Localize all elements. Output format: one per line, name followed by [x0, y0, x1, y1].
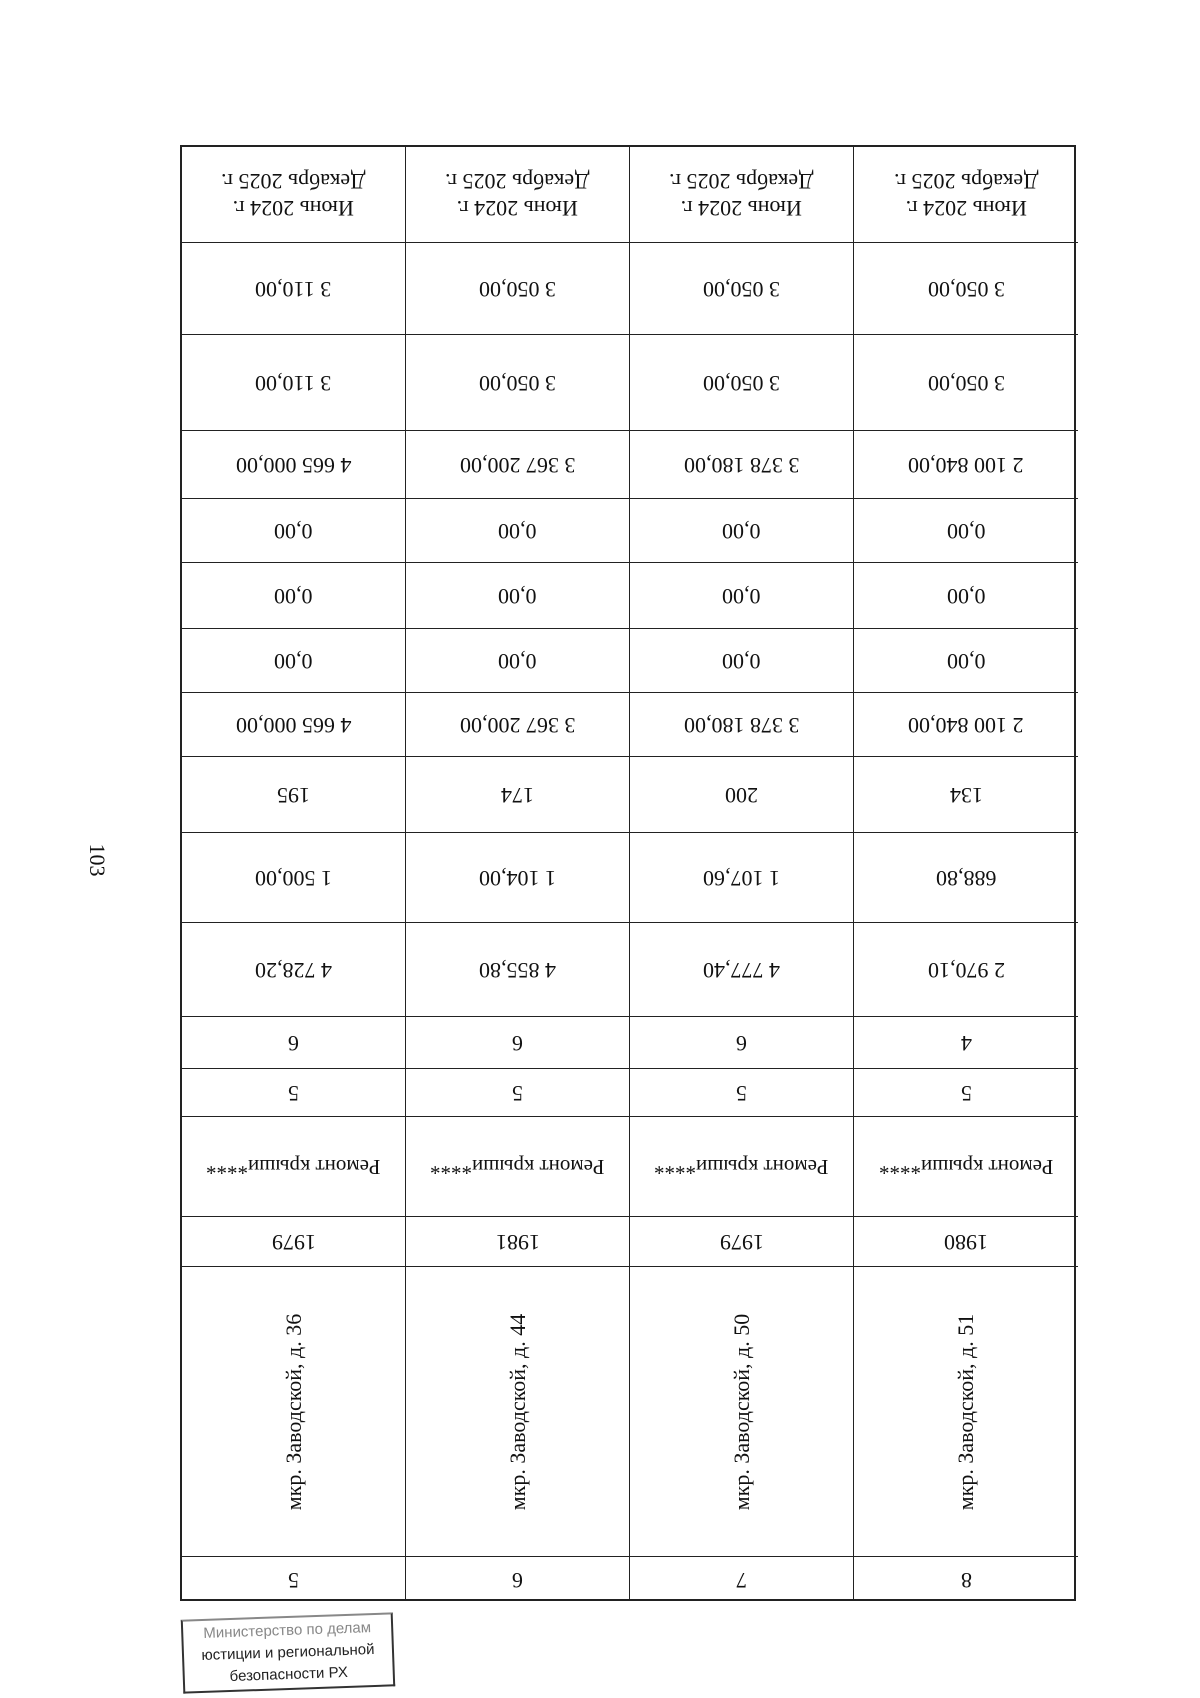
- fund-b-cell: [854, 563, 1078, 629]
- floors-cell: [854, 1017, 1078, 1069]
- work-type-cell: [630, 1117, 853, 1217]
- ministry-stamp: [181, 1612, 395, 1693]
- fund-c-text: 0,00: [498, 518, 537, 544]
- address-text: мкр. Заводской, д. 44: [504, 1313, 530, 1510]
- year-text: 1979: [271, 1229, 316, 1255]
- total-cost-text: 4 665 000,00: [235, 452, 352, 478]
- total-cost-text: 3 367 200,00: [459, 452, 576, 478]
- period-text: [445, 168, 589, 222]
- floors-text: 6: [736, 1030, 747, 1056]
- fund-total-cell: [182, 693, 405, 757]
- fund-total-cell: [406, 693, 629, 757]
- fund-b-text: 0,00: [498, 583, 537, 609]
- table-column: [406, 147, 630, 1599]
- period-cell: [854, 147, 1078, 243]
- residents-cell: [854, 757, 1078, 833]
- cost-per-sqm-a-cell: [406, 243, 629, 335]
- residents-cell: [406, 757, 629, 833]
- page-number: 103: [85, 843, 110, 877]
- work-type-text: Ремонт крыши****: [654, 1155, 829, 1179]
- total-cost-text: 3 378 180,00: [683, 452, 800, 478]
- fund-c-cell: [854, 499, 1078, 563]
- cost-per-sqm-a-text: 3 110,00: [255, 276, 332, 302]
- row-number-text: 6: [512, 1568, 523, 1593]
- total-area-text: 4 855,80: [479, 957, 556, 983]
- cost-per-sqm-a-text: 3 050,00: [479, 276, 556, 302]
- living-area-cell: [854, 833, 1078, 923]
- fund-b-cell: [406, 563, 629, 629]
- fund-b-cell: [182, 563, 405, 629]
- wall-material-cell: [630, 1069, 853, 1117]
- residents-text: 195: [277, 782, 310, 808]
- fund-b-text: 0,00: [722, 583, 761, 609]
- fund-total-text: 2 100 840,00: [908, 712, 1024, 738]
- fund-total-cell: [630, 693, 853, 757]
- fund-total-text: 3 378 180,00: [683, 712, 800, 738]
- period-text: [894, 168, 1038, 222]
- period-line: Июнь 2024 г.: [680, 195, 803, 221]
- wall-material-cell: [182, 1069, 405, 1117]
- fund-c-cell: [630, 499, 853, 563]
- cost-per-sqm-b-text: 3 050,00: [703, 370, 780, 396]
- row-number-cell: [854, 1557, 1078, 1603]
- floors-text: 6: [288, 1030, 299, 1056]
- year-text: 1980: [944, 1229, 988, 1255]
- period-cell: [406, 147, 629, 243]
- total-area-cell: [630, 923, 853, 1017]
- wall-material-cell: [854, 1069, 1078, 1117]
- row-number-cell: [182, 1557, 405, 1603]
- floors-cell: [406, 1017, 629, 1069]
- address-cell: [406, 1267, 629, 1557]
- cost-per-sqm-b-text: 3 050,00: [927, 370, 1005, 396]
- table-column: [182, 147, 406, 1599]
- work-type-cell: [406, 1117, 629, 1217]
- fund-total-text: 4 665 000,00: [235, 712, 352, 738]
- row-number-cell: [630, 1557, 853, 1603]
- floors-cell: [182, 1017, 405, 1069]
- total-cost-cell: [182, 431, 405, 499]
- year-cell: [182, 1217, 405, 1267]
- period-line: Июнь 2024 г.: [456, 195, 579, 221]
- living-area-cell: [182, 833, 405, 923]
- total-cost-cell: [630, 431, 853, 499]
- fund-c-text: 0,00: [274, 518, 313, 544]
- address-cell: [182, 1267, 405, 1557]
- floors-text: 4: [960, 1030, 972, 1056]
- period-cell: [630, 147, 853, 243]
- fund-a-text: 0,00: [498, 648, 537, 674]
- fund-total-cell: [854, 693, 1078, 757]
- cost-per-sqm-a-text: 3 050,00: [927, 276, 1005, 302]
- living-area-text: 1 104,00: [479, 865, 556, 891]
- cost-per-sqm-b-cell: [406, 335, 629, 431]
- work-type-text: Ремонт крыши****: [878, 1155, 1054, 1179]
- work-type-cell: [854, 1117, 1078, 1217]
- cost-per-sqm-a-cell: [182, 243, 405, 335]
- address-cell: [630, 1267, 853, 1557]
- year-cell: [854, 1217, 1078, 1267]
- wall-material-text: 5: [736, 1080, 747, 1106]
- address-text: мкр. Заводской, д. 36: [280, 1313, 306, 1510]
- stamp-line-3: безопасности РХ: [229, 1663, 349, 1686]
- fund-c-text: 0,00: [722, 518, 761, 544]
- address-text: мкр. Заводской, д. 50: [728, 1313, 754, 1510]
- address-cell: [854, 1267, 1078, 1557]
- row-number-cell: [406, 1557, 629, 1603]
- year-cell: [406, 1217, 629, 1267]
- cost-per-sqm-b-cell: [630, 335, 853, 431]
- residents-text: 200: [725, 782, 758, 808]
- fund-a-text: 0,00: [274, 648, 313, 674]
- total-area-text: 4 777,40: [703, 957, 780, 983]
- row-number-text: 5: [288, 1568, 299, 1593]
- address-text: мкр. Заводской, д. 51: [953, 1313, 978, 1510]
- period-line: Декабрь 2025 г.: [221, 168, 366, 194]
- wall-material-cell: [406, 1069, 629, 1117]
- stamp-line-2: юстиции и региональной: [201, 1640, 375, 1665]
- residents-cell: [182, 757, 405, 833]
- residents-cell: [630, 757, 853, 833]
- living-area-text: 688,80: [935, 865, 997, 891]
- period-line: Декабрь 2025 г.: [893, 168, 1039, 194]
- cost-per-sqm-a-text: 3 050,00: [703, 276, 780, 302]
- living-area-cell: [406, 833, 629, 923]
- fund-b-text: 0,00: [274, 583, 313, 609]
- living-area-text: 1 107,60: [703, 865, 780, 891]
- total-cost-cell: [406, 431, 629, 499]
- year-text: 1979: [719, 1229, 764, 1255]
- cost-per-sqm-a-cell: [854, 243, 1078, 335]
- cost-per-sqm-b-text: 3 050,00: [479, 370, 556, 396]
- residents-text: 174: [501, 782, 534, 808]
- total-area-cell: [182, 923, 405, 1017]
- fund-b-cell: [630, 563, 853, 629]
- fund-a-cell: [182, 629, 405, 693]
- fund-c-cell: [406, 499, 629, 563]
- period-line: Июнь 2024 г.: [905, 195, 1027, 221]
- fund-a-cell: [406, 629, 629, 693]
- fund-a-cell: [630, 629, 853, 693]
- floors-cell: [630, 1017, 853, 1069]
- work-type-cell: [182, 1117, 405, 1217]
- work-type-text: Ремонт крыши****: [206, 1155, 381, 1179]
- repair-schedule-table: [180, 145, 1076, 1601]
- living-area-cell: [630, 833, 853, 923]
- stamp-line-1: Министерство по делам: [203, 1619, 372, 1642]
- year-text: 1981: [495, 1229, 540, 1255]
- row-number-text: 7: [736, 1568, 747, 1593]
- living-area-text: 1 500,00: [255, 865, 332, 891]
- floors-text: 6: [512, 1030, 523, 1056]
- period-text: [669, 168, 813, 222]
- period-line: Декабрь 2025 г.: [445, 168, 590, 194]
- residents-text: 134: [949, 782, 983, 808]
- total-area-cell: [854, 923, 1078, 1017]
- table-column: [854, 147, 1078, 1599]
- fund-a-text: 0,00: [946, 648, 986, 674]
- cost-per-sqm-b-cell: [854, 335, 1078, 431]
- table-column: [630, 147, 854, 1599]
- cost-per-sqm-b-cell: [182, 335, 405, 431]
- total-cost-text: 2 100 840,00: [908, 452, 1024, 478]
- cost-per-sqm-a-cell: [630, 243, 853, 335]
- wall-material-text: 5: [288, 1080, 299, 1106]
- wall-material-text: 5: [960, 1080, 972, 1106]
- period-line: Июнь 2024 г.: [232, 195, 355, 221]
- total-area-text: 2 970,10: [927, 957, 1005, 983]
- year-cell: [630, 1217, 853, 1267]
- period-line: Декабрь 2025 г.: [669, 168, 814, 194]
- row-number-text: 8: [960, 1568, 972, 1593]
- work-type-text: Ремонт крыши****: [430, 1155, 605, 1179]
- cost-per-sqm-b-text: 3 110,00: [255, 370, 332, 396]
- total-cost-cell: [854, 431, 1078, 499]
- fund-a-text: 0,00: [722, 648, 761, 674]
- fund-total-text: 3 367 200,00: [459, 712, 576, 738]
- fund-a-cell: [854, 629, 1078, 693]
- period-cell: [182, 147, 405, 243]
- wall-material-text: 5: [512, 1080, 523, 1106]
- fund-b-text: 0,00: [946, 583, 986, 609]
- fund-c-cell: [182, 499, 405, 563]
- total-area-text: 4 728,20: [255, 957, 332, 983]
- total-area-cell: [406, 923, 629, 1017]
- fund-c-text: 0,00: [946, 518, 986, 544]
- period-text: [221, 168, 365, 222]
